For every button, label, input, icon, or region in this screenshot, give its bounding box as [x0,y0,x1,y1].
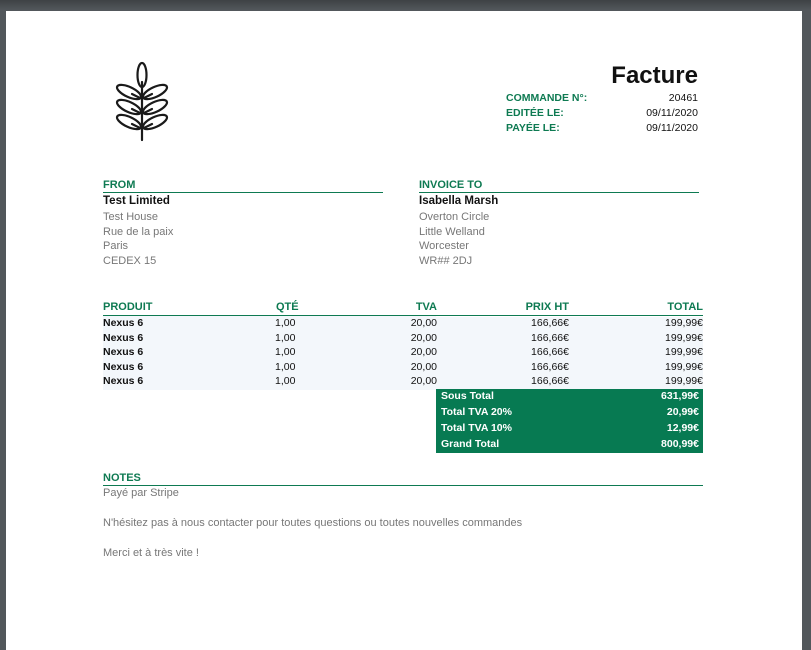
tva-cell: 20,00 [410,346,437,359]
invoice-to-name: Isabella Marsh [419,195,499,207]
note-spacer [103,501,703,516]
total-cell: 199,99€ [665,375,703,388]
total-cell: 199,99€ [665,331,703,344]
order-number-row [506,92,698,106]
note-line: Merci et à très vite ! [103,547,199,559]
invoice-to-heading: INVOICE TO [419,179,699,193]
price-cell: 166,66€ [531,360,569,373]
tva20-row [436,405,703,421]
tva10-label: Total TVA 10% [441,422,512,434]
from-heading: FROM [103,179,383,193]
product-cell: Nexus 6 [103,331,144,344]
issued-date-row [506,107,698,121]
paid-date-label: PAYÉE LE: [506,122,560,134]
qty-cell: 1,00 [275,360,296,373]
total-cell: 199,99€ [665,346,703,359]
subtotal-value: 631,99€ [661,390,699,402]
table-row [103,375,703,390]
qty-cell: 1,00 [275,375,296,388]
invoice-to-address-line: Little Welland [419,225,485,238]
from-name: Test Limited [103,195,170,207]
product-cell: Nexus 6 [103,360,144,373]
price-cell: 166,66€ [531,346,569,359]
from-address-line: Test House [103,211,159,223]
tva-cell: 20,00 [410,360,437,373]
tva10-value: 12,99€ [666,422,699,434]
grand-total-label: Grand Total [441,438,500,450]
table-row [103,346,703,361]
column-header-tva: TVA [415,301,437,313]
column-header-price: PRIX HT [525,301,569,313]
invoice-page [6,11,802,650]
qty-cell: 1,00 [275,317,296,329]
issued-date-label: EDITÉE LE: [506,107,564,119]
invoice-title: Facture [611,62,698,89]
subtotal-label: Sous Total [441,390,494,402]
column-header-total: TOTAL [667,301,703,313]
grand-total-row [436,437,703,453]
leaf-branch-icon [112,60,172,144]
invoice-to-address-line: Worcester [419,240,469,253]
tva-cell: 20,00 [410,317,437,329]
tva20-label: Total TVA 20% [441,406,512,418]
tva20-value: 20,99€ [666,406,699,418]
price-cell: 166,66€ [531,375,569,388]
from-address-line: Rue de la paix [103,225,174,238]
paid-date-value: 09/11/2020 [646,122,698,134]
column-header-product: PRODUIT [103,301,153,313]
from-address-line: CEDEX 15 [103,255,157,268]
table-row [103,317,703,332]
column-header-qty: QTÉ [276,301,299,313]
grand-total-value: 800,99€ [661,438,699,450]
invoice-to-address-line: WR## 2DJ [419,255,473,268]
product-cell: Nexus 6 [103,375,144,388]
total-cell: 199,99€ [665,360,703,373]
product-cell: Nexus 6 [103,346,144,359]
notes-heading: NOTES [103,472,703,486]
invoice-to-section [419,179,699,269]
total-cell: 199,99€ [665,317,703,329]
order-number-label: COMMANDE N°: [506,92,588,104]
issued-date-value: 09/11/2020 [646,107,698,119]
note-line: Payé par Stripe [103,487,179,499]
from-section [103,179,383,269]
paid-date-row [506,122,698,136]
from-address-line: Paris [103,240,129,253]
qty-cell: 1,00 [275,331,296,344]
items-table-header [103,301,703,316]
qty-cell: 1,00 [275,346,296,359]
table-row [103,332,703,347]
table-row [103,361,703,376]
tva-cell: 20,00 [410,331,437,344]
order-number-value: 20461 [668,92,698,104]
tva-cell: 20,00 [410,375,437,388]
totals-box [436,389,703,453]
notes-section [103,472,703,561]
items-rows [103,317,703,390]
price-cell: 166,66€ [531,317,569,329]
note-line: N'hésitez pas à nous contacter pour toutes questions ou toutes nouvelles commandes [103,517,523,529]
price-cell: 166,66€ [531,331,569,344]
note-spacer [103,531,703,546]
invoice-to-address-line: Overton Circle [419,211,490,223]
product-cell: Nexus 6 [103,317,144,329]
tva10-row [436,421,703,437]
subtotal-row [436,389,703,405]
